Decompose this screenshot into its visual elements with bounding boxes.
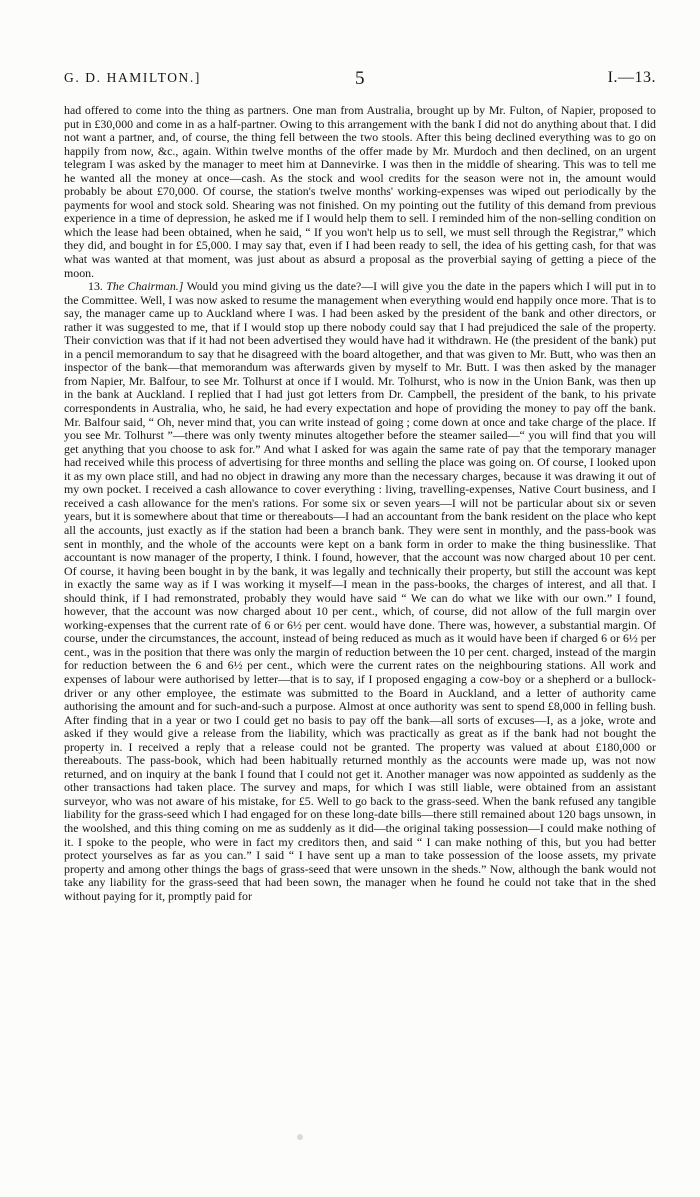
paragraph-13 [64,280,656,903]
witness-answer: —I will give you the date in the papers which I will put in to the Committee. Well, I was now asked to resume the management when everything would end happily once more. That is to say, the manager came up to Auckland where I was. I had been asked by the president of the bank and other directors, or rather it was suggested to me, that if I would stop up there nobody could say that I had prejudiced the sale of the property. Their conviction was that if it had not been advertised they would have had it withdrawn. He (the president of the bank) put in a pencil memorandum to say that he disagreed with the board altogether, and that was given to Mr. Butt, who was then an inspector of the bank—that memorandum was afterwards given by myself to Mr. Butt. I was then asked by the manager from Napier, Mr. Balfour, to see Mr. Tolhurst at once if I would. Mr. Tolhurst, who is now in the Union Bank, was then up in the bank at Auckland. I replied that I had just got letters from Dr. Campbell, the president of the bank, to his private correspondents in Australia, who, he said, he had every expectation and hope of providing the money to pay off the bank. Mr. Balfour said, “ Oh, never mind that, you can write instead of going ; come down at once and take charge of the place. If you see Mr. Tolhurst ”—there was only twenty minutes altogether before the steamer sailed—“ you will find that you will get anything that you choose to ask for.” And what I asked for was again the same rate of pay that the temporary manager had received while this process of advertising for three months and selling the place was going on. Of course, I looked upon it as my own place still, and had no object in drawing any more than the necessary charges, because it was drawing it out of my own pocket. I received a cash allowance to cover everything : living, travelling-expenses, Native Court business, and I received a cash allowance for the men's rations. For some six or seven years—I will not be particular about six or seven years, but it is somewhere about that time or thereabouts—I had an accountant from the bank resident on the place who kept all the accounts, just exactly as if the station had been a branch bank. They were sent in monthly, and the pass-book was sent in monthly, and the whole of the accounts were kept on a bank form in order to make the thing businesslike. That accountant is now manager of the property, I think. I found, however, that the account was now charged about 10 per cent. Of course, it having been bought in by the bank, it was legally and technically their property, but still the account was kept in exactly the same way as if I was working it myself—I mean in the pass-books, the charges of interest, and all that. I should think, if I had remonstrated, probably they would have said “ We can do what we like with our own.” I found, however, that the account was now charged about 10 per cent., which, of course, did not allow of the full margin over working-expenses that the current rate of 6 or 6½ per cent. would have done. There was, however, a substantial margin. Of course, under the circumstances, the account, instead of being reduced as much as it would have been if charged 6 or 6½ per cent., was in the position that there was only the margin of reduction between the 10 per cent. charged, instead of the margin for reduction between the 6 and 6½ per cent., which were the current rates on the neighbouring stations. All work and expenses of labour were authorised by letter—that is to say, if I proposed engaging a cow-boy or a shepherd or a bullock-driver or any other employee, the estimate was submitted to the Board in Auckland, and a letter of authority came authorising the amount and for such-and-such a purpose. Almost at once authority was sent to spend £8,000 in felling bush. After finding that in a year or two I could get no basis to pay off the bank—all sorts of excuses—I, as a joke, wrote and asked if they would give a release from the liability, which was practically as great as if the bank had not bought the property in. I received a reply that a release could not be granted. The property was valued at about £180,000 or thereabouts. The pass-book, which had been habitually returned monthly as the accounts were made up, was not now returned, and on inquiry at the bank I found that I could not get it. Another manager was now appointed as suddenly as the other transactions had taken place. The survey and maps, for which I was still liable, were obtained from an assistant surveyor, who was not aware of his mistake, for £5. Well to go back to the grass-seed. When the bank refused any tangible liability for the grass-seed which I had engaged for on these long-date bills—there still remained about 120 bags unsown, in the woolshed, and this thing coming on me as suddenly as it did—the original taking possession—I could make nothing of it. I spoke to the people, who were in fact my creditors then, and said “ I can make nothing of this, but you had better protect yourselves as far as you can.” I said “ I have sent up a man to take possession of the loose assets, my private property and among other things the bags of grass-seed that were unsown in the sheds.” Now, although the bank would not take any liability for the grass-seed that had been sown, the manager when he found he could not take that in the shed without paying for it, promptly paid for [64,279,656,903]
paragraph-continuation: had offered to come into the thing as partners. One man from Australia, brought up by Mr. Fulton, of Napier, proposed to put in £30,000 and come in as a half-partner. Owing to this arrangement with the bank I did not do anything about that. I did not want a partner, and, of course, the thing fell between the two stools. After this being declined everything was to go on happily from now, &c., again. Within twelve months of the offer made by Mr. Murdoch and then declined, on an urgent telegram I was asked by the manager to meet him at Dannevirke. I was then in the middle of shearing. This was to tell me he wanted all the money at once—cash. As the stock and wool credits for the season were not in, the amount would probably be about £70,000. Of course, the station's twelve months' working-expenses was wiped out periodically by the payments for wool and stock sold. Shearing was not finished. On my pointing out the futility of this demand from previous experience in a time of depression, he asked me if I would help them to sell. I reminded him of the non-selling condition on which the lease had been obtained, when he said, “ If you won't help us to sell, we must sell through the Registrar,” which they did, and bought in for £5,000. I may say that, even if I had been ready to sell, the idea of his getting cash, for that was what was wanted at that moment, was just about as absurd a proposal as the proverbial saying of getting a piece of the moon. [64,103,656,280]
paragraph-number: 13. [88,279,103,294]
document-reference: I.—13. [607,69,656,86]
chairman-question: Would you mind giving us the date? [186,279,362,294]
header-witness-name: G. D. HAMILTON.] [64,70,201,85]
running-header [64,70,656,90]
body-text [64,104,656,903]
scan-speck [297,1134,303,1140]
page-number: 5 [355,68,365,89]
speaker-label: The Chairman.] [106,279,184,294]
